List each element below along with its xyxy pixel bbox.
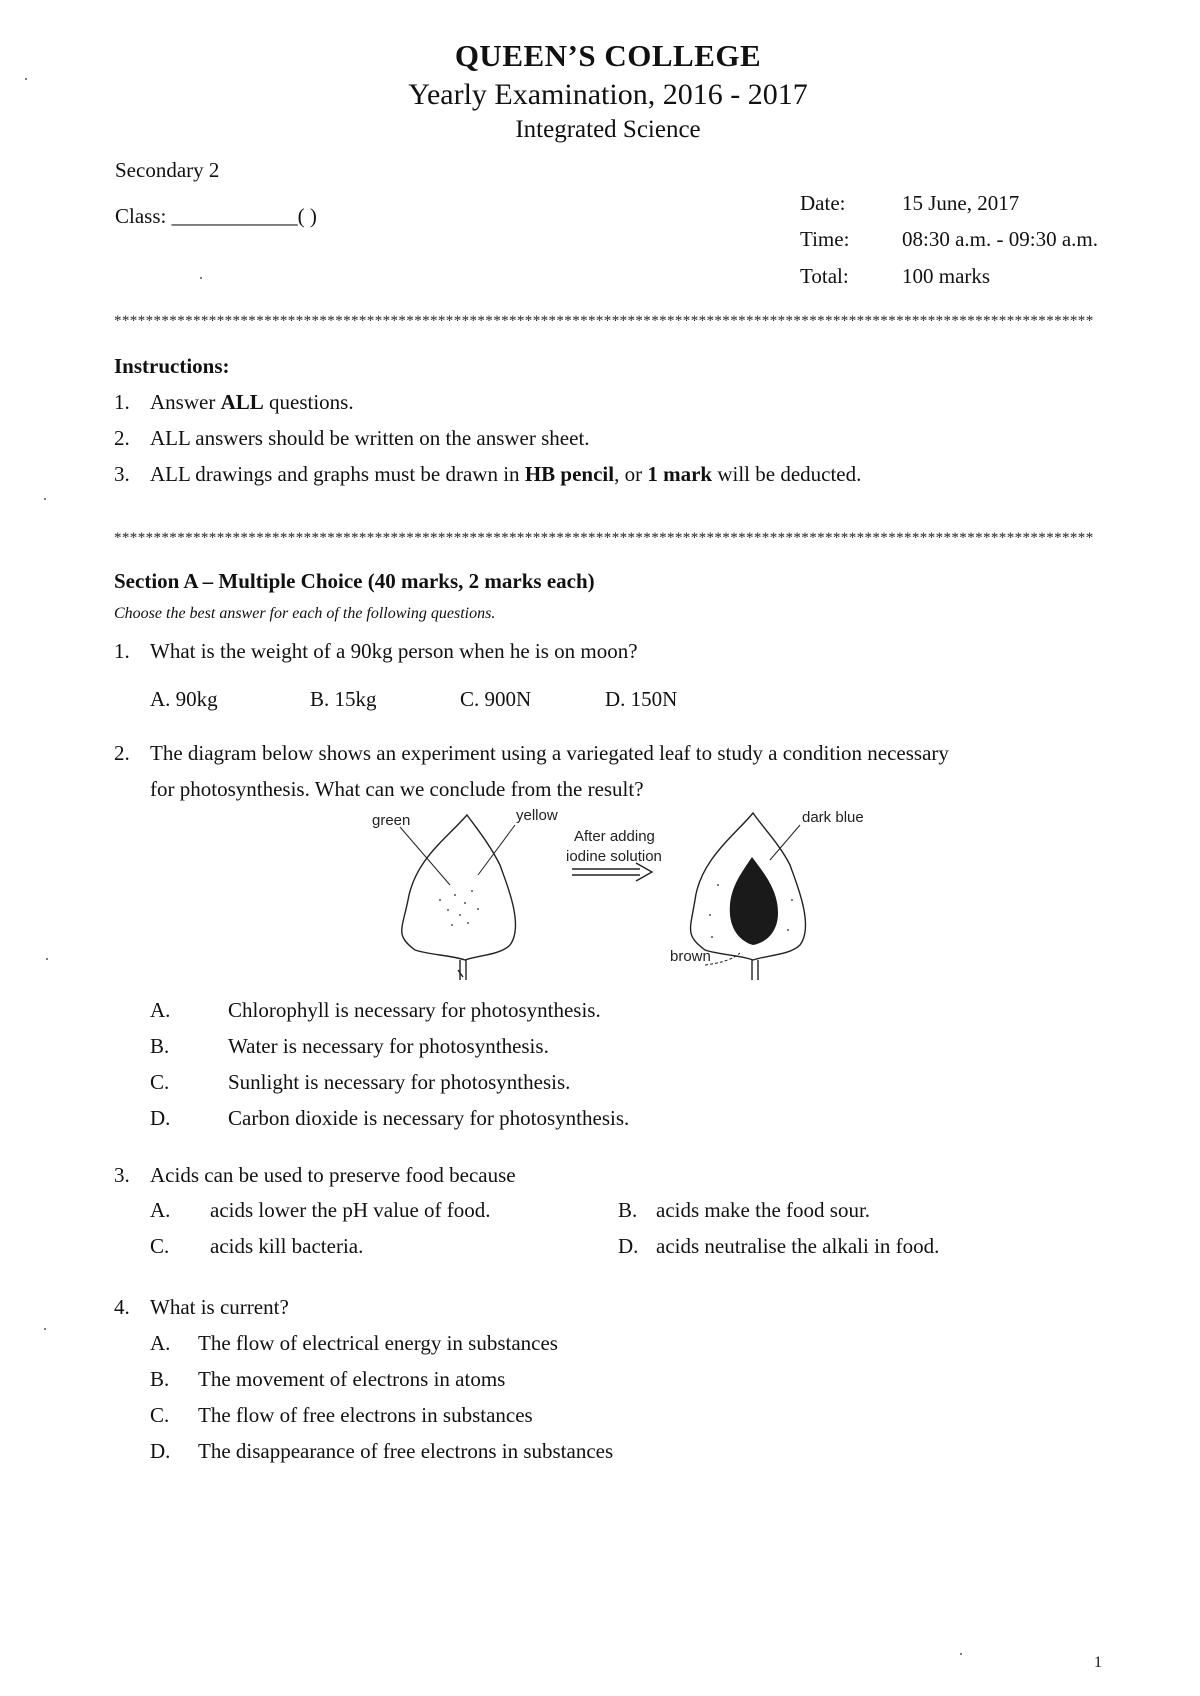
double-arrow-icon	[572, 863, 652, 881]
dark-blue-region	[730, 857, 778, 945]
instruction-1: 1. Answer ALL questions.	[114, 390, 354, 414]
divider-top: ****************************************************************************************************************************	[114, 313, 1094, 329]
label-yellow: yellow	[516, 807, 558, 824]
date-label: Date:	[800, 191, 846, 215]
class-label: Class:	[115, 204, 167, 228]
arrow-label-2: iodine solution	[566, 848, 662, 865]
scan-speck	[44, 498, 46, 500]
q1-option-a: A. 90kg	[150, 687, 218, 711]
q2-option-a: A. Chlorophyll is necessary for photosynthesis.	[150, 998, 601, 1022]
q2-option-b: B. Water is necessary for photosynthesis.	[150, 1034, 549, 1058]
q4-option-a: A. The flow of electrical energy in substances	[150, 1331, 558, 1355]
label-dark-blue: dark blue	[802, 809, 864, 826]
leaf-before-icon	[400, 815, 515, 980]
instructions-heading: Instructions:	[114, 354, 230, 378]
question-2: 2. The diagram below shows an experiment using a variegated leaf to study a condition necessary	[114, 741, 949, 765]
q3-option-b: B. acids make the food sour.	[618, 1198, 871, 1222]
page-number: 1	[1094, 1654, 1102, 1671]
total-label: Total:	[800, 264, 849, 288]
question-1: 1. What is the weight of a 90kg person when he is on moon?	[114, 639, 638, 663]
q4-option-c: C. The flow of free electrons in substances	[150, 1403, 533, 1427]
class-blank: ____________( )	[171, 204, 317, 228]
scan-speck	[960, 1653, 962, 1655]
arrow-label-1: After adding	[574, 828, 655, 845]
q1-option-c: C. 900N	[460, 687, 532, 711]
school-name: QUEEN’S COLLEGE	[454, 38, 762, 73]
q1-option-b: B. 15kg	[310, 687, 377, 711]
q4-option-b: B. The movement of electrons in atoms	[150, 1367, 506, 1391]
q3-option-c: C. acids kill bacteria.	[150, 1234, 364, 1258]
label-green: green	[372, 812, 411, 829]
section-a-subheading: Choose the best answer for each of the following questions.	[114, 605, 496, 622]
time-value: 08:30 a.m. - 09:30 a.m.	[902, 227, 1098, 251]
scan-speck	[44, 1328, 46, 1330]
class-field	[115, 203, 317, 229]
instruction-2: 2. ALL answers should be written on the answer sheet.	[114, 426, 590, 450]
instruction-3: 3. ALL drawings and graphs must be drawn in HB pencil, or 1 mark will be deducted.	[114, 462, 862, 486]
leaf-experiment-diagram	[360, 805, 900, 985]
question-2-line2: for photosynthesis. What can we conclude from the result?	[150, 777, 644, 801]
q1-option-d: D. 150N	[605, 687, 678, 711]
label-brown: brown	[670, 948, 711, 965]
scan-speck	[200, 277, 202, 279]
q3-option-d: D. acids neutralise the alkali in food.	[618, 1234, 940, 1258]
date-value: 15 June, 2017	[902, 191, 1020, 215]
form-level: Secondary 2	[115, 158, 220, 182]
subject-title: Integrated Science	[515, 116, 701, 143]
q2-option-c: C. Sunlight is necessary for photosynthesis.	[150, 1070, 571, 1094]
section-a-heading: Section A – Multiple Choice (40 marks, 2 marks each)	[114, 569, 595, 593]
q4-option-d: D. The disappearance of free electrons in substances	[150, 1439, 614, 1463]
total-value: 100 marks	[902, 264, 991, 288]
time-label: Time:	[800, 227, 850, 251]
question-4: 4. What is current?	[114, 1295, 289, 1319]
scan-speck	[46, 958, 48, 960]
scan-speck	[25, 78, 27, 80]
q2-option-d: D. Carbon dioxide is necessary for photosynthesis.	[150, 1106, 630, 1130]
q3-option-a: A. acids lower the pH value of food.	[150, 1198, 491, 1222]
question-3: 3. Acids can be used to preserve food because	[114, 1163, 516, 1187]
exam-title: Yearly Examination, 2016 - 2017	[408, 78, 808, 111]
divider-section: ****************************************************************************************************************************	[114, 530, 1094, 546]
